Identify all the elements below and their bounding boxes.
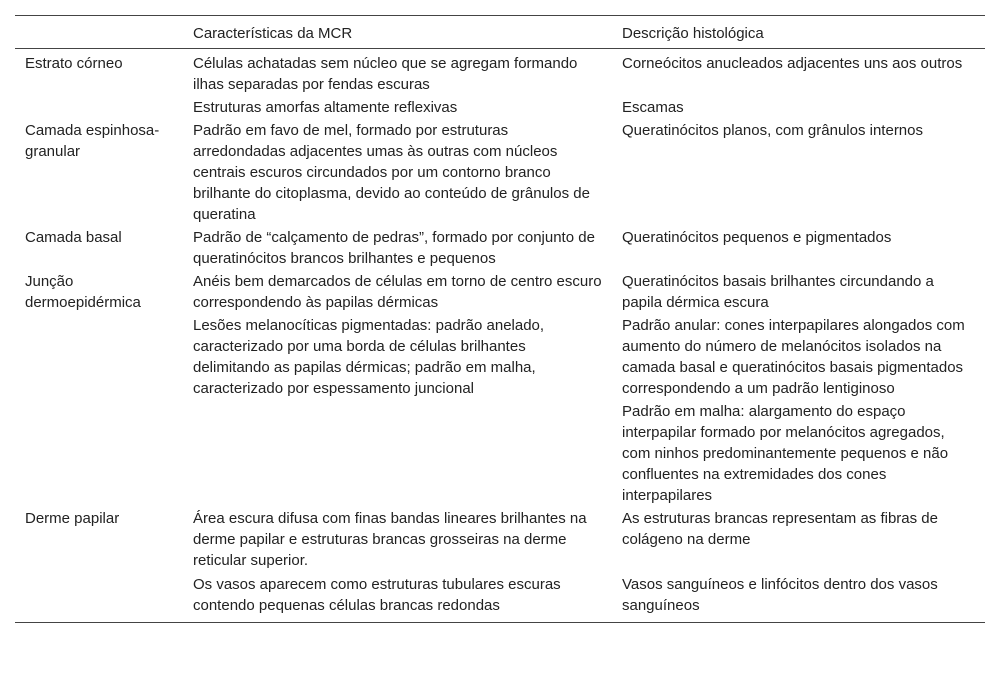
table-row (15, 49, 985, 97)
cell-mcr: Os vasos aparecem como estruturas tubulares escuras contendo pequenas células brancas redondas (193, 576, 561, 614)
cell-histology: Padrão anular: cones interpapilares alongados com aumento do número de melanócitos isolados na camada basal e queratinócitos basais pigmentados correspondendo a um padrão lentiginoso (622, 317, 965, 397)
cell-mcr: Células achatadas sem núcleo que se agregam formando ilhas separadas por fendas escuras (193, 55, 578, 93)
column-header-histology: Descrição histológica (612, 16, 985, 49)
cell-layer (15, 572, 183, 623)
table-row (15, 270, 985, 314)
histology-table (15, 15, 985, 623)
cell-mcr: Área escura difusa com finas bandas lineares brilhantes na derme papilar e estruturas brancas grosseiras na derme reticular superior. (193, 510, 587, 569)
cell-layer: Estrato córneo (25, 55, 123, 72)
table-row (15, 226, 985, 270)
cell-histology: Corneócitos anucleados adjacentes uns aos outros (622, 55, 963, 72)
cell-mcr: Estruturas amorfas altamente reflexivas (193, 99, 458, 116)
cell-layer: Camada basal (25, 229, 122, 246)
cell-mcr: Padrão de “calçamento de pedras”, formado por conjunto de queratinócitos brancos brilhantes e pequenos (193, 229, 595, 267)
cell-histology: Padrão em malha: alargamento do espaço interpapilar formado por melanócitos agregados, com ninhos predominantemente pequenos e não confluentes na extremidades dos cones interpapilares (622, 403, 949, 504)
cell-histology: As estruturas brancas representam as fibras de colágeno na derme (622, 510, 938, 548)
cell-mcr (183, 400, 612, 507)
table-row (15, 314, 985, 400)
cell-layer: Camada espinhosa-granular (25, 122, 160, 160)
cell-mcr: Padrão em favo de mel, formado por estruturas arredondadas adjacentes umas às outras com núcleos centrais escuros circundados por um contorno branco brilhante do citoplasma, devido ao conteúdo de grânulos de queratina (193, 122, 590, 223)
cell-layer (15, 314, 183, 400)
cell-histology: Queratinócitos planos, com grânulos internos (622, 122, 923, 139)
cell-histology: Escamas (622, 99, 684, 116)
histology-table-container (15, 15, 985, 623)
table-row (15, 119, 985, 226)
cell-layer: Junção dermoepidérmica (25, 273, 141, 311)
cell-mcr: Lesões melanocíticas pigmentadas: padrão anelado, caracterizado por uma borda de células brilhantes delimitando as papilas dérmicas; padrão em malha, caracterizado por espessamento juncional (193, 317, 545, 397)
cell-mcr: Anéis bem demarcados de células em torno de centro escuro correspondendo às papilas dérmicas (193, 273, 602, 311)
column-header-layer (15, 16, 183, 49)
cell-layer (15, 96, 183, 119)
table-row (15, 96, 985, 119)
table-row (15, 507, 985, 572)
table-header-row (15, 16, 985, 49)
column-header-mcr: Características da MCR (183, 16, 612, 49)
cell-histology: Queratinócitos pequenos e pigmentados (622, 229, 892, 246)
table-row (15, 400, 985, 507)
cell-layer (15, 400, 183, 507)
cell-histology: Vasos sanguíneos e linfócitos dentro dos vasos sanguíneos (622, 576, 938, 614)
cell-layer: Derme papilar (25, 510, 120, 527)
cell-histology: Queratinócitos basais brilhantes circundando a papila dérmica escura (622, 273, 934, 311)
table-row (15, 572, 985, 623)
